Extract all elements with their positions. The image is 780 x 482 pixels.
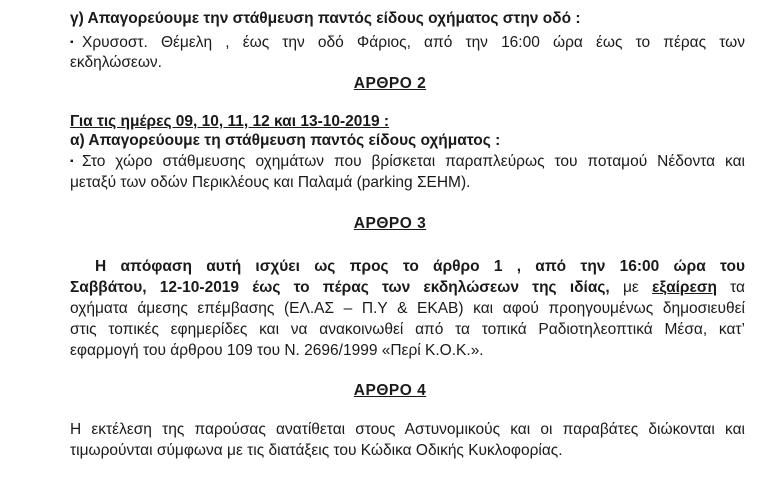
- article3-exception: εξαίρεση: [652, 279, 717, 296]
- article3-line2-bold: Σαββάτου, 12-10-2019 έως το πέρας των εκδηλώσεων της ιδίας,: [70, 279, 610, 296]
- bullet-icon: ▪: [70, 156, 74, 167]
- section-g-text: Χρυσοστ. Θέμελη , έως την οδό Φάριος, από την 16:00 ώρα έως το πέρας των: [82, 34, 745, 52]
- article3-title: [0, 214, 780, 234]
- section-g-bullet-line2: εκδηλώσεων.: [70, 54, 162, 71]
- article2-bullet-text: Στο χώρο στάθμευσης οχημάτων που βρίσκεται παραπλεύρως του ποταμού Νέδοντα και: [82, 153, 745, 171]
- article3-line4: στις τοπικές εφημερίδες και να ανακοινωθεί από τα τοπικά Ραδιοτηλεοπτικά Μέσα, κατ’: [70, 321, 745, 338]
- article3-title-text: ΑΡΘΡΟ 3: [353, 215, 427, 232]
- article4-line1: Η εκτέλεση της παρούσας ανατίθεται στους Αστυνομικούς και οι παραβάτες διώκονται και: [70, 421, 745, 438]
- article2-title-text: ΑΡΘΡΟ 2: [353, 75, 427, 92]
- article4-title: [0, 381, 780, 401]
- article3-line5: εφαρμογή του άρθρου 109 του Ν. 2696/1999 «Περί Κ.Ο.Κ.».: [70, 342, 484, 359]
- article3-line1: Η απόφαση αυτή ισχύει ως προς το άρθρο 1 , από την 16:00 ώρα του: [95, 258, 745, 275]
- article3-line2-end: τα: [716, 279, 746, 296]
- article2-bullet-line1: [70, 152, 745, 172]
- article3-line2: [70, 278, 745, 298]
- article2-sub-a: α) Απαγορεύουμε τη στάθμευση παντός είδους οχήματος :: [70, 132, 501, 149]
- article3-line2-mid: με: [609, 279, 653, 296]
- article4-title-text: ΑΡΘΡΟ 4: [353, 382, 427, 399]
- section-g-bullet-line1: [70, 33, 745, 53]
- article2-title: [0, 74, 780, 94]
- article2-bullet-line2: μεταξύ των οδών Περικλέους και Παλαμά (parking ΣΕΗΜ).: [70, 174, 471, 191]
- article4-line2: τιμωρούνται σύμφωνα με τις διατάξεις του Κώδικα Οδικής Κυκλοφορίας.: [70, 442, 563, 459]
- article2-dates: Για τις ημέρες 09, 10, 11, 12 και 13-10-2019 :: [70, 113, 390, 130]
- bullet-icon: ▪: [70, 37, 74, 48]
- article3-line3: οχήματα άμεσης επέμβασης (ΕΛ.ΑΣ – Π.Υ & ΕΚΑΒ) και αφού προηγουμένως δημοσιευθεί: [70, 300, 745, 317]
- section-g-heading: γ) Απαγορεύουμε την στάθμευση παντός είδους οχήματος στην οδό :: [70, 10, 581, 27]
